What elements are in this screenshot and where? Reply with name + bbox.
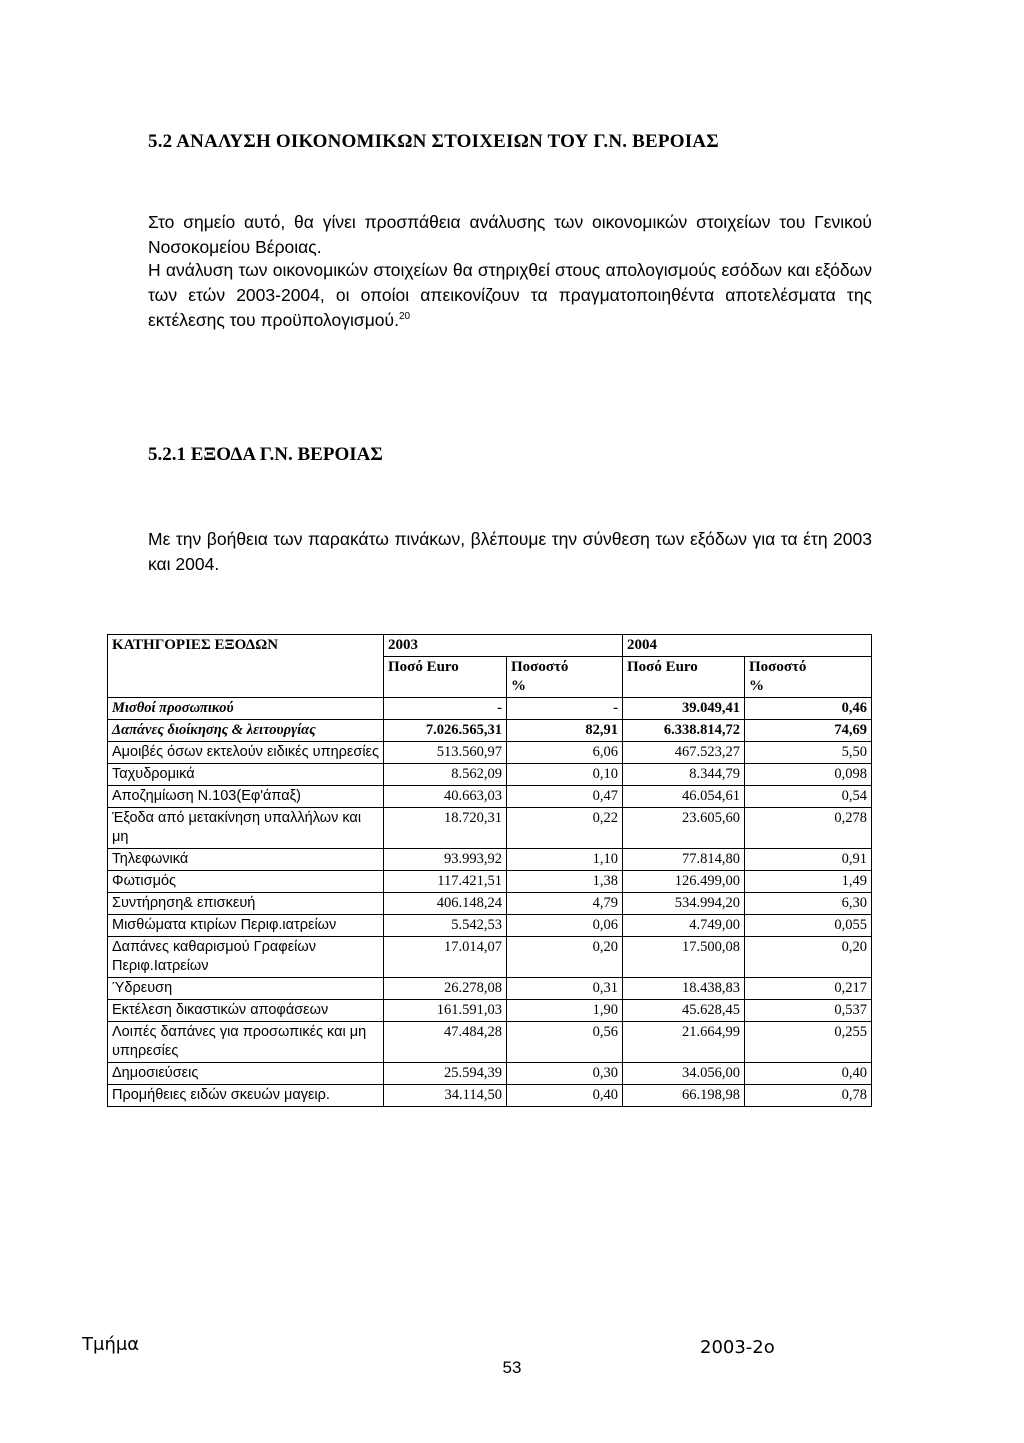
row-amount-2003: 5.542,53 xyxy=(384,915,507,937)
percent-2004-header-line2: % xyxy=(749,678,764,694)
table-row xyxy=(108,937,872,978)
row-percent-2004: 0,098 xyxy=(745,764,872,786)
row-percent-2004: 74,69 xyxy=(745,720,872,742)
row-percent-2003: 1,10 xyxy=(507,849,623,871)
row-category: Ταχυδρομικά xyxy=(108,764,384,786)
row-category: Συντήρηση& επισκευή xyxy=(108,893,384,915)
percent-2003-header xyxy=(507,657,623,698)
percent-2004-header-line1: Ποσοστό xyxy=(749,659,807,675)
row-percent-2004: 6,30 xyxy=(745,893,872,915)
row-amount-2004: 17.500,08 xyxy=(623,937,745,978)
handwritten-note-left: Τμήμα xyxy=(82,1334,140,1355)
row-percent-2004: 0,40 xyxy=(745,1063,872,1085)
table-row xyxy=(108,742,872,764)
intro-paragraph-2 xyxy=(148,258,872,333)
row-amount-2003: - xyxy=(384,698,507,720)
row-amount-2003: 34.114,50 xyxy=(384,1085,507,1107)
row-category: Προμήθειες ειδών σκευών μαγειρ. xyxy=(108,1085,384,1107)
table-header-row-years xyxy=(108,635,872,657)
row-amount-2004: 21.664,99 xyxy=(623,1022,745,1063)
row-percent-2003: 1,90 xyxy=(507,1000,623,1022)
row-amount-2004: 18.438,83 xyxy=(623,978,745,1000)
table-row xyxy=(108,849,872,871)
row-category: Αποζημίωση Ν.103(Εφ'άπαξ) xyxy=(108,786,384,808)
table-row xyxy=(108,764,872,786)
row-category: Μισθοί προσωπικού xyxy=(108,698,384,720)
row-percent-2003: 0,20 xyxy=(507,937,623,978)
table-row xyxy=(108,1063,872,1085)
row-percent-2004: 0,537 xyxy=(745,1000,872,1022)
row-amount-2004: 23.605,60 xyxy=(623,808,745,849)
table-row xyxy=(108,915,872,937)
percent-2003-header-line2: % xyxy=(511,678,526,694)
row-amount-2004: 46.054,61 xyxy=(623,786,745,808)
table-row xyxy=(108,871,872,893)
row-percent-2003: 0,31 xyxy=(507,978,623,1000)
row-percent-2003: 0,06 xyxy=(507,915,623,937)
row-amount-2003: 8.562,09 xyxy=(384,764,507,786)
row-percent-2004: 0,46 xyxy=(745,698,872,720)
section-title: 5.2 ΑΝΑΛΥΣΗ ΟΙΚΟΝΟΜΙΚΩΝ ΣΤΟΙΧΕΙΩΝ ΤΟΥ Γ.Ν. ΒΕΡΟΙΑΣ xyxy=(148,131,719,152)
row-category: Αμοιβές όσων εκτελούν ειδικές υπηρεσίες xyxy=(108,742,384,764)
row-category: Δημοσιεύσεις xyxy=(108,1063,384,1085)
row-amount-2003: 7.026.565,31 xyxy=(384,720,507,742)
row-amount-2004: 77.814,80 xyxy=(623,849,745,871)
row-category: Έξοδα από μετακίνηση υπαλλήλων και μη xyxy=(108,808,384,849)
percent-2003-header-line1: Ποσοστό xyxy=(511,659,569,675)
row-percent-2003: 0,47 xyxy=(507,786,623,808)
page-number: 53 xyxy=(502,1358,522,1377)
row-amount-2004: 4.749,00 xyxy=(623,915,745,937)
row-category: Λοιπές δαπάνες για προσωπικές και μη υπηρεσίες xyxy=(108,1022,384,1063)
year-2004-header: 2004 xyxy=(623,635,872,657)
row-amount-2004: 34.056,00 xyxy=(623,1063,745,1085)
row-percent-2004: 0,055 xyxy=(745,915,872,937)
row-percent-2004: 0,91 xyxy=(745,849,872,871)
footnote-ref: 20 xyxy=(398,311,411,323)
year-2003-header: 2003 xyxy=(384,635,623,657)
row-amount-2004: 6.338.814,72 xyxy=(623,720,745,742)
row-amount-2004: 534.994,20 xyxy=(623,893,745,915)
row-percent-2004: 1,49 xyxy=(745,871,872,893)
table-row xyxy=(108,1022,872,1063)
row-amount-2004: 66.198,98 xyxy=(623,1085,745,1107)
amount-2003-header: Ποσό Euro xyxy=(384,657,507,698)
row-amount-2003: 513.560,97 xyxy=(384,742,507,764)
row-category: Ύδρευση xyxy=(108,978,384,1000)
row-category: Δαπάνες διοίκησης & λειτουργίας xyxy=(108,720,384,742)
row-percent-2004: 0,255 xyxy=(745,1022,872,1063)
row-amount-2003: 406.148,24 xyxy=(384,893,507,915)
table-row xyxy=(108,1000,872,1022)
row-percent-2003: 6,06 xyxy=(507,742,623,764)
row-amount-2003: 161.591,03 xyxy=(384,1000,507,1022)
row-amount-2004: 8.344,79 xyxy=(623,764,745,786)
row-percent-2003: - xyxy=(507,698,623,720)
row-percent-2004: 0,78 xyxy=(745,1085,872,1107)
expenses-table xyxy=(107,634,872,1107)
intro-paragraph-1: Στο σημείο αυτό, θα γίνει προσπάθεια ανάλυσης των οικονομικών στοιχείων του Γενικού Νοσοκομείου Βέροιας. xyxy=(148,212,872,257)
expenses-table-body xyxy=(108,635,872,1107)
row-amount-2003: 25.594,39 xyxy=(384,1063,507,1085)
row-percent-2004: 0,217 xyxy=(745,978,872,1000)
intro-paragraph-2-text: Η ανάλυση των οικονομικών στοιχείων θα στηριχθεί στους απολογισμούς εσόδων και εξόδων των ετών 2003-2004, οι οποίοι απεικονίζουν τα πραγματοποιηθέντα αποτελέσματα της εκτέλεσης του προϋπολογισμού. xyxy=(148,260,872,330)
amount-2004-header: Ποσό Euro xyxy=(623,657,745,698)
row-percent-2004: 0,278 xyxy=(745,808,872,849)
row-percent-2003: 0,30 xyxy=(507,1063,623,1085)
row-percent-2004: 0,54 xyxy=(745,786,872,808)
table-row xyxy=(108,893,872,915)
row-amount-2003: 93.993,92 xyxy=(384,849,507,871)
row-category: Τηλεφωνικά xyxy=(108,849,384,871)
row-percent-2003: 4,79 xyxy=(507,893,623,915)
row-category: Δαπάνες καθαρισμού Γραφείων Περιφ.Ιατρείων xyxy=(108,937,384,978)
subsection-paragraph: Με την βοήθεια των παρακάτω πινάκων, βλέπουμε την σύνθεση των εξόδων για τα έτη 2003 και 2004. xyxy=(148,529,872,574)
row-percent-2003: 0,56 xyxy=(507,1022,623,1063)
row-amount-2003: 117.421,51 xyxy=(384,871,507,893)
table-row xyxy=(108,720,872,742)
row-amount-2004: 467.523,27 xyxy=(623,742,745,764)
row-percent-2004: 5,50 xyxy=(745,742,872,764)
row-amount-2004: 45.628,45 xyxy=(623,1000,745,1022)
table-row xyxy=(108,698,872,720)
row-category: Φωτισμός xyxy=(108,871,384,893)
row-amount-2003: 17.014,07 xyxy=(384,937,507,978)
row-percent-2003: 0,22 xyxy=(507,808,623,849)
row-amount-2003: 40.663,03 xyxy=(384,786,507,808)
table-row xyxy=(108,978,872,1000)
row-amount-2004: 39.049,41 xyxy=(623,698,745,720)
handwritten-note-right: 2003-2ο xyxy=(700,1337,775,1358)
row-amount-2004: 126.499,00 xyxy=(623,871,745,893)
row-percent-2003: 0,10 xyxy=(507,764,623,786)
percent-2004-header xyxy=(745,657,872,698)
row-amount-2003: 26.278,08 xyxy=(384,978,507,1000)
row-percent-2003: 1,38 xyxy=(507,871,623,893)
row-amount-2003: 47.484,28 xyxy=(384,1022,507,1063)
row-percent-2003: 0,40 xyxy=(507,1085,623,1107)
subsection-title: 5.2.1 ΕΞΟΔΑ Γ.Ν. ΒΕΡΟΙΑΣ xyxy=(148,444,383,465)
table-row xyxy=(108,808,872,849)
table-row xyxy=(108,786,872,808)
row-percent-2003: 82,91 xyxy=(507,720,623,742)
row-category: Εκτέλεση δικαστικών αποφάσεων xyxy=(108,1000,384,1022)
row-category: Μισθώματα κτιρίων Περιφ.ιατρείων xyxy=(108,915,384,937)
row-percent-2004: 0,20 xyxy=(745,937,872,978)
category-header: ΚΑΤΗΓΟΡΙΕΣ ΕΞΟΔΩΝ xyxy=(108,635,384,698)
table-row xyxy=(108,1085,872,1107)
row-amount-2003: 18.720,31 xyxy=(384,808,507,849)
